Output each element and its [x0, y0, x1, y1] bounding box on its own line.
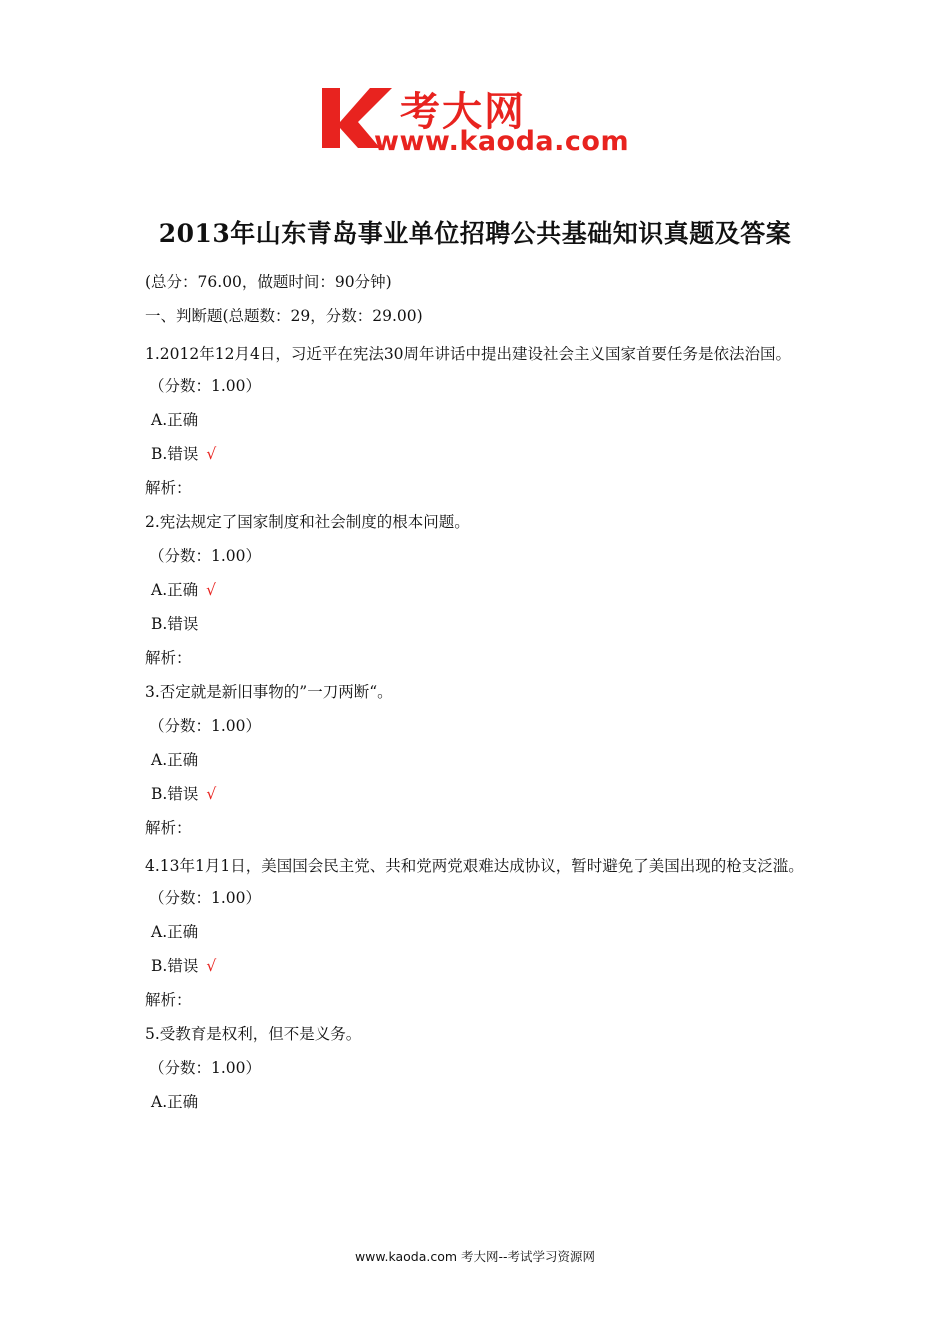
footer-url: www.kaoda.com [354, 1249, 458, 1264]
option-a: A.正确 [151, 1093, 199, 1111]
logo-brand-text: 考大网 [400, 89, 526, 135]
analysis-label: 解析： [145, 649, 192, 667]
section-heading: 一、判断题(总题数：29，分数：29.00) [145, 307, 423, 325]
question-score: （分数：1.00） [149, 1059, 262, 1077]
question-text: 4.13年1月1日，美国国会民主党、共和党两党艰难达成协议，暂时避免了美国出现的枪支泛滥。 [145, 857, 804, 875]
question-score: （分数：1.00） [149, 717, 262, 735]
option-b: B.错误 √ [151, 785, 217, 803]
page-footer [0, 1247, 950, 1265]
option-b: B.错误 √ [151, 957, 217, 975]
question-score: （分数：1.00） [149, 547, 262, 565]
exam-content [145, 268, 815, 1122]
option-a: A.正确 [151, 751, 199, 769]
option-b: B.错误 [151, 615, 199, 633]
analysis-label: 解析： [145, 991, 192, 1009]
question-score: （分数：1.00） [149, 889, 262, 907]
question-score: （分数：1.00） [149, 377, 262, 395]
exam-meta: (总分：76.00，做题时间：90分钟) [145, 273, 392, 291]
question-text: 1.2012年12月4日，习近平在宪法30周年讲话中提出建设社会主义国家首要任务是依法治国。 [145, 345, 792, 363]
document-title: 2013年山东青岛事业单位招聘公共基础知识真题及答案 [158, 219, 792, 248]
question-text: 2.宪法规定了国家制度和社会制度的根本问题。 [145, 513, 470, 531]
correct-check-icon: √ [206, 957, 217, 975]
option-a: A.正确 [151, 411, 199, 429]
correct-check-icon: √ [206, 445, 217, 463]
option-b: B.错误 √ [151, 445, 217, 463]
question-text: 5.受教育是权利，但不是义务。 [145, 1025, 362, 1043]
logo-url-text: www.kaoda.com [374, 126, 630, 157]
question-text: 3.否定就是新旧事物的”一刀两断“。 [145, 683, 393, 701]
option-a: A.正确 √ [151, 581, 217, 599]
footer-text: 考大网--考试学习资源网 [457, 1249, 596, 1264]
correct-check-icon: √ [206, 581, 217, 599]
kaoda-logo [318, 80, 638, 160]
option-a: A.正确 [151, 923, 199, 941]
analysis-label: 解析： [145, 819, 192, 837]
analysis-label: 解析： [145, 479, 192, 497]
correct-check-icon: √ [206, 785, 217, 803]
